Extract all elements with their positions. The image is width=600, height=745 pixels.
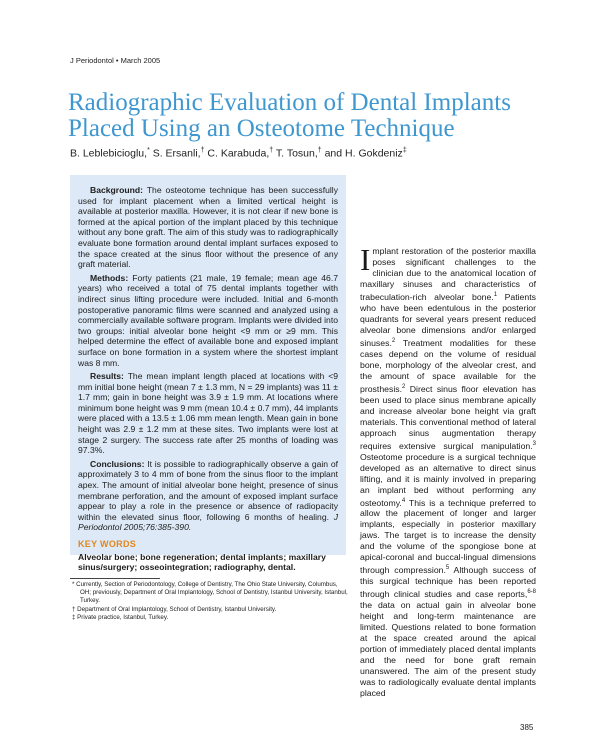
abstract-background-label: Background:	[90, 185, 143, 195]
abstract-results-label: Results:	[90, 371, 124, 382]
author: C. Karabuda,	[207, 147, 270, 160]
journal-citation: J Periodontol 2005;76:385-390.	[78, 511, 339, 533]
footnote: * Currently, Section of Periodontology, College of Dentistry, The Ohio State University, Columbus, OH; previously, Department of Oral Implantology, School of Dentistry, Istanbul University, Istanbul, Turkey.	[72, 581, 348, 605]
abstract-methods-text: Forty patients (21 male, 19 female; mean age 46.7 years) who received a total of 75 dental implants together with indirect sinus lifting procedure were included. Initial and 6-month postoperative panoramic films were scanned and analyzed using a commercially available software program. Implants were divided into two groups: initial alveolar bone height <9 mm or ≥9 mm. This helped determine the effect of available bone and exposed implant surface on bone formation in a system where the shortest implant was 8 mm.	[78, 272, 338, 368]
footnotes	[70, 578, 350, 622]
footnote-divider	[70, 578, 160, 579]
article-title: Radiographic Evaluation of Dental Implants Placed Using an Osteotome Technique	[68, 89, 511, 142]
author: S. Ersanli,	[152, 147, 201, 160]
reference-mark: 3	[532, 440, 536, 447]
reference-mark: 6-8	[527, 589, 536, 596]
author-affiliation-mark: †	[317, 147, 322, 154]
author: T. Tosun,	[275, 147, 318, 160]
footnote: † Department of Oral Implantology, School of Dentistry, Istanbul University.	[72, 605, 277, 613]
abstract-results	[78, 371, 338, 456]
abstract-box	[70, 175, 346, 573]
author-affiliation-mark: ‡	[402, 147, 407, 154]
intro-text: Osteotome procedure is a surgical technique developed as an alternative to direct sinus lifting, and it is mainly involved in preparing an implant bed without performing any osteotomy.	[360, 451, 536, 508]
page-number: 385	[520, 723, 534, 732]
reference-mark: 2	[402, 383, 406, 390]
reference-mark: 5	[445, 565, 450, 572]
reference-mark: 2	[391, 337, 396, 344]
abstract-methods	[78, 273, 338, 368]
author: and H. Gokdeniz	[324, 147, 403, 160]
introduction-paragraph	[360, 242, 537, 699]
keywords-heading: KEY WORDS	[78, 539, 137, 549]
intro-text: Treatment modalities for these cases depend on the volume of residual bone, morphology of the alveolar crest, and the amount of space available for the prosthesis.	[360, 337, 536, 394]
abstract-background	[78, 185, 338, 270]
author-list	[70, 147, 540, 160]
footnote: ‡ Private practice, Istanbul, Turkey.	[72, 613, 169, 621]
intro-text: This is a technique preferred to allow the placement of longer and larger implants, especially in posterior maxillary jaws. The target is to increase the density and the volume of the spongiose bone at apical-coronal and buccal-lingual dimensions through compression.	[360, 497, 536, 576]
intro-text: mplant restoration of the posterior maxilla poses significant challenges to the clinician due to the anatomical location of maxillary sinuses and characteristics of trabeculation-rich alveolar bone.	[360, 246, 536, 302]
author-affiliation-mark: *	[147, 147, 150, 154]
abstract-conclusions	[78, 459, 338, 533]
keywords-text: Alveolar bone; bone regeneration; dental implants; maxillary sinus/surgery; osseointegration; radiography, dental.	[78, 551, 326, 573]
abstract-background-text: The osteotome technique has been successfully used for implant placement when a limited vertical height is available at posterior maxilla. However, it is not clear if new bone is formed at the apical portion of the implant placed by this technique without any bone graft. The aim of this study was to radiographically evaluate bone formation around dental implant surfaces exposed to the space created at the sinus floor without the presence of any graft material.	[78, 185, 339, 270]
intro-text: the data on actual gain in alveolar bone height and long-term maintenance are limited. Questions related to bone formation at the space created around the apical portion of immediately placed dental implants and the need for bone graft remain unanswered. The aim of the present study was to radiologically evaluate dental implants placed	[360, 600, 536, 699]
abstract-methods-label: Methods:	[90, 272, 129, 283]
abstract-results-text: The mean implant length placed at locations with <9 mm initial bone height (mean 7 ± 1.3 mm, N = 29 implants) was 11 ± 1.7 mm; gain in bone height was 3.9 ± 1.9 mm. At locations where minimum bone height was 9 mm (mean 10.4 ± 0.7 mm), 44 implants were placed with a 13.5 ± 1.06 mm mean length. Mean gain in bone height was 2.9 ± 1.2 mm at these sites. Two implants were lost at stage 2 surgery. The success rate after 25 months of loading was 97.3%.	[78, 371, 339, 456]
introduction-column	[360, 242, 537, 699]
reference-mark: 1	[493, 292, 498, 298]
author-affiliation-mark: †	[200, 147, 205, 154]
intro-text: Direct sinus floor elevation has been used to place sinus membrane apically and increase alveolar bone height via graft materials. This conventional method of lateral approach sinus augmentation therapy requires extensive surgical manipulation.	[360, 383, 536, 451]
author-affiliation-mark: †	[269, 147, 274, 154]
author: B. Leblebicioglu,	[70, 147, 148, 160]
abstract-conclusions-text: It is possible to radiographically observe a gain of approximately 3 to 4 mm of bone from the sinus floor to the implant apex. The amount of initial alveolar bone height, presence of sinus membrane perforation, and the amount of exposed implant surface appear to play a role in the presence or absence of radiopacity within the elevated sinus floor, following 6 months of healing.	[78, 458, 338, 522]
intro-text: Although success of this surgical technique has been reported through clinical studies and case reports,	[360, 565, 537, 600]
abstract-conclusions-label: Conclusions:	[90, 458, 145, 469]
drop-cap: I	[360, 242, 371, 277]
journal-header: J Periodontol • March 2005	[70, 56, 161, 65]
reference-mark: 4	[401, 497, 406, 504]
intro-text: Patients who have been edentulous in the posterior quadrants for several years present reduced alveolar bone dimensions and/or enlarged sinuses.	[360, 291, 536, 348]
